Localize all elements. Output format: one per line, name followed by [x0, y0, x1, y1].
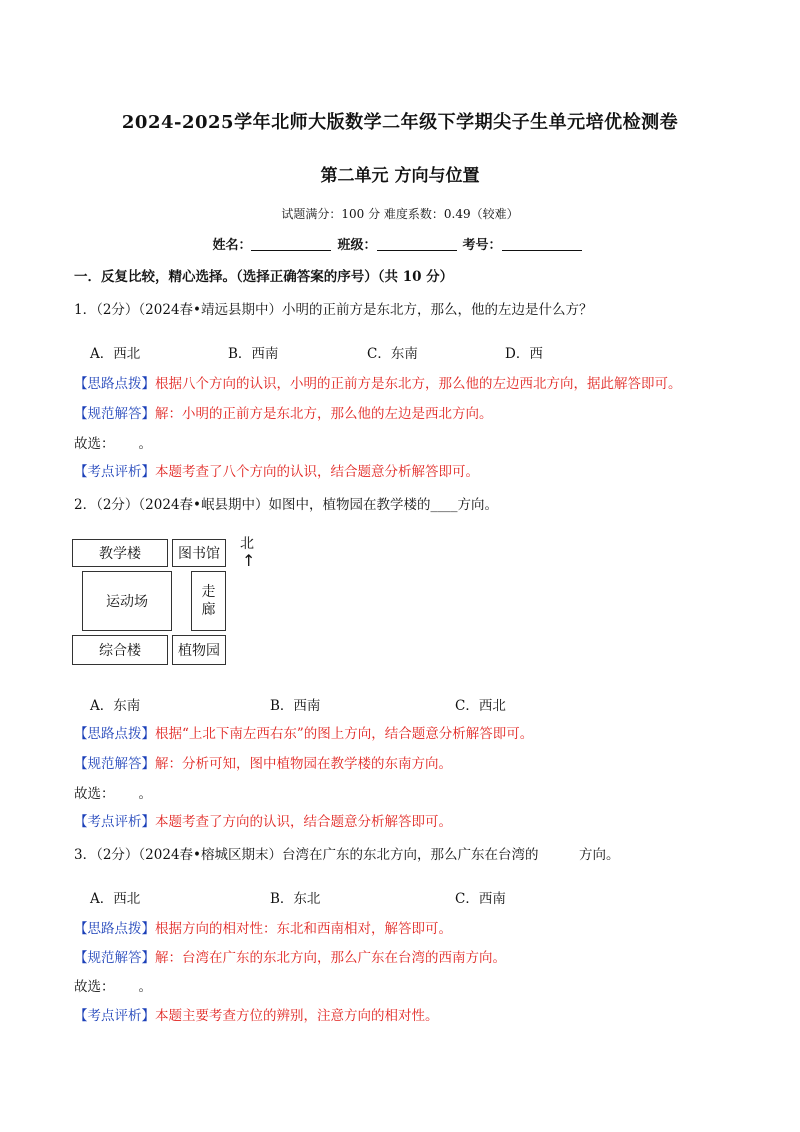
- question-1-hint: [74, 372, 682, 392]
- corridor-char-2: 廊: [201, 602, 216, 618]
- question-2-option-c[interactable]: C．西北: [455, 698, 506, 714]
- question-1-answer: [74, 402, 493, 422]
- hint-tag: 【思路点拨】: [74, 376, 155, 392]
- question-1-choice: [74, 432, 152, 452]
- class-label: 班级：: [337, 238, 377, 253]
- comment-text: 本题考查了八个方向的认识，结合题意分析解答即可。: [155, 464, 479, 480]
- question-2-answer: [74, 752, 452, 772]
- campus-map-diagram: [72, 533, 262, 667]
- exam-meta: 试题满分：100 分 难度系数：0.49（较难）: [281, 207, 519, 221]
- answer-tag: 【规范解答】: [74, 950, 155, 966]
- page-title: 2024-2025学年北师大版数学二年级下学期尖子生单元培优检测卷: [121, 112, 679, 133]
- question-3-option-c[interactable]: C．西南: [455, 891, 506, 907]
- name-label: 姓名：: [212, 238, 252, 253]
- number-blank[interactable]: [502, 236, 582, 251]
- question-3-option-a[interactable]: A．西北: [90, 891, 141, 907]
- number-label: 考号：: [462, 238, 502, 253]
- playground: 运动场: [82, 571, 172, 631]
- question-3-hint: [74, 917, 452, 937]
- name-blank[interactable]: [251, 236, 331, 251]
- answer-tag: 【规范解答】: [74, 756, 155, 772]
- question-1-option-b[interactable]: B．西南: [228, 346, 279, 362]
- question-2-comment: [74, 810, 452, 830]
- unit-subtitle: 第二单元 方向与位置: [320, 166, 480, 186]
- answer-text: 解：分析可知，图中植物园在教学楼的东南方向。: [155, 756, 452, 772]
- comment-tag: 【考点评析】: [74, 814, 155, 830]
- comment-text: 本题主要考查方位的辨别，注意方向的相对性。: [155, 1008, 439, 1024]
- class-blank[interactable]: [377, 236, 457, 251]
- question-2-stem: 2．（2分）（2024春•岷县期中）如图中，植物园在教学楼的____方向。: [74, 497, 498, 513]
- question-1-stem: 1．（2分）（2024春•靖远县期中）小明的正前方是东北方，那么，他的左边是什么方？: [74, 302, 593, 318]
- answer-text: 解：小明的正前方是东北方，那么他的左边是西北方向。: [155, 406, 493, 422]
- question-1-option-d[interactable]: D．西: [505, 346, 543, 362]
- question-3-choice: [74, 975, 152, 995]
- library: 图书馆: [172, 539, 226, 567]
- choice-end: 。: [138, 436, 152, 452]
- question-2-choice: [74, 782, 152, 802]
- question-1-comment: [74, 460, 479, 480]
- comment-tag: 【考点评析】: [74, 464, 155, 480]
- question-3-option-b[interactable]: B．东北: [270, 891, 321, 907]
- hint-text: 根据“上北下南左西右东”的图上方向，结合题意分析解答即可。: [155, 726, 534, 742]
- north-arrow-icon: ↑: [242, 551, 256, 570]
- answer-text: 解：台湾在广东的东北方向，那么广东在台湾的西南方向。: [155, 950, 506, 966]
- corridor-char-1: 走: [201, 584, 216, 600]
- question-2-hint: [74, 722, 533, 742]
- question-3-stem: 3．（2分）（2024春•榕城区期末）台湾在广东的东北方向，那么广东在台湾的 方向。: [74, 847, 620, 863]
- choice-label: 故选：: [74, 979, 115, 995]
- corridor: [191, 571, 226, 631]
- north-label: 北: [240, 536, 254, 552]
- hint-tag: 【思路点拨】: [74, 726, 155, 742]
- choice-label: 故选：: [74, 436, 115, 452]
- hint-text: 根据方向的相对性：东北和西南相对，解答即可。: [155, 921, 452, 937]
- choice-label: 故选：: [74, 786, 115, 802]
- question-2-option-a[interactable]: A．东南: [90, 698, 141, 714]
- comment-text: 本题考查了方向的认识，结合题意分析解答即可。: [155, 814, 452, 830]
- question-3-comment: [74, 1004, 439, 1024]
- teaching-building: 教学楼: [72, 539, 168, 567]
- question-1-option-c[interactable]: C．东南: [367, 346, 418, 362]
- student-info: [0, 234, 800, 253]
- question-1-option-a[interactable]: A．西北: [90, 346, 141, 362]
- botanical-garden: 植物园: [172, 635, 226, 665]
- hint-text: 根据八个方向的认识，小明的正前方是东北方，那么他的左边西北方向，据此解答即可。: [155, 376, 682, 392]
- question-3-answer: [74, 946, 506, 966]
- complex-building: 综合楼: [72, 635, 168, 665]
- answer-tag: 【规范解答】: [74, 406, 155, 422]
- comment-tag: 【考点评析】: [74, 1008, 155, 1024]
- choice-end: 。: [138, 786, 152, 802]
- hint-tag: 【思路点拨】: [74, 921, 155, 937]
- section-title: 一．反复比较，精心选择。（选择正确答案的序号）（共 10 分）: [74, 269, 454, 285]
- choice-end: 。: [138, 979, 152, 995]
- question-2-option-b[interactable]: B．西南: [270, 698, 321, 714]
